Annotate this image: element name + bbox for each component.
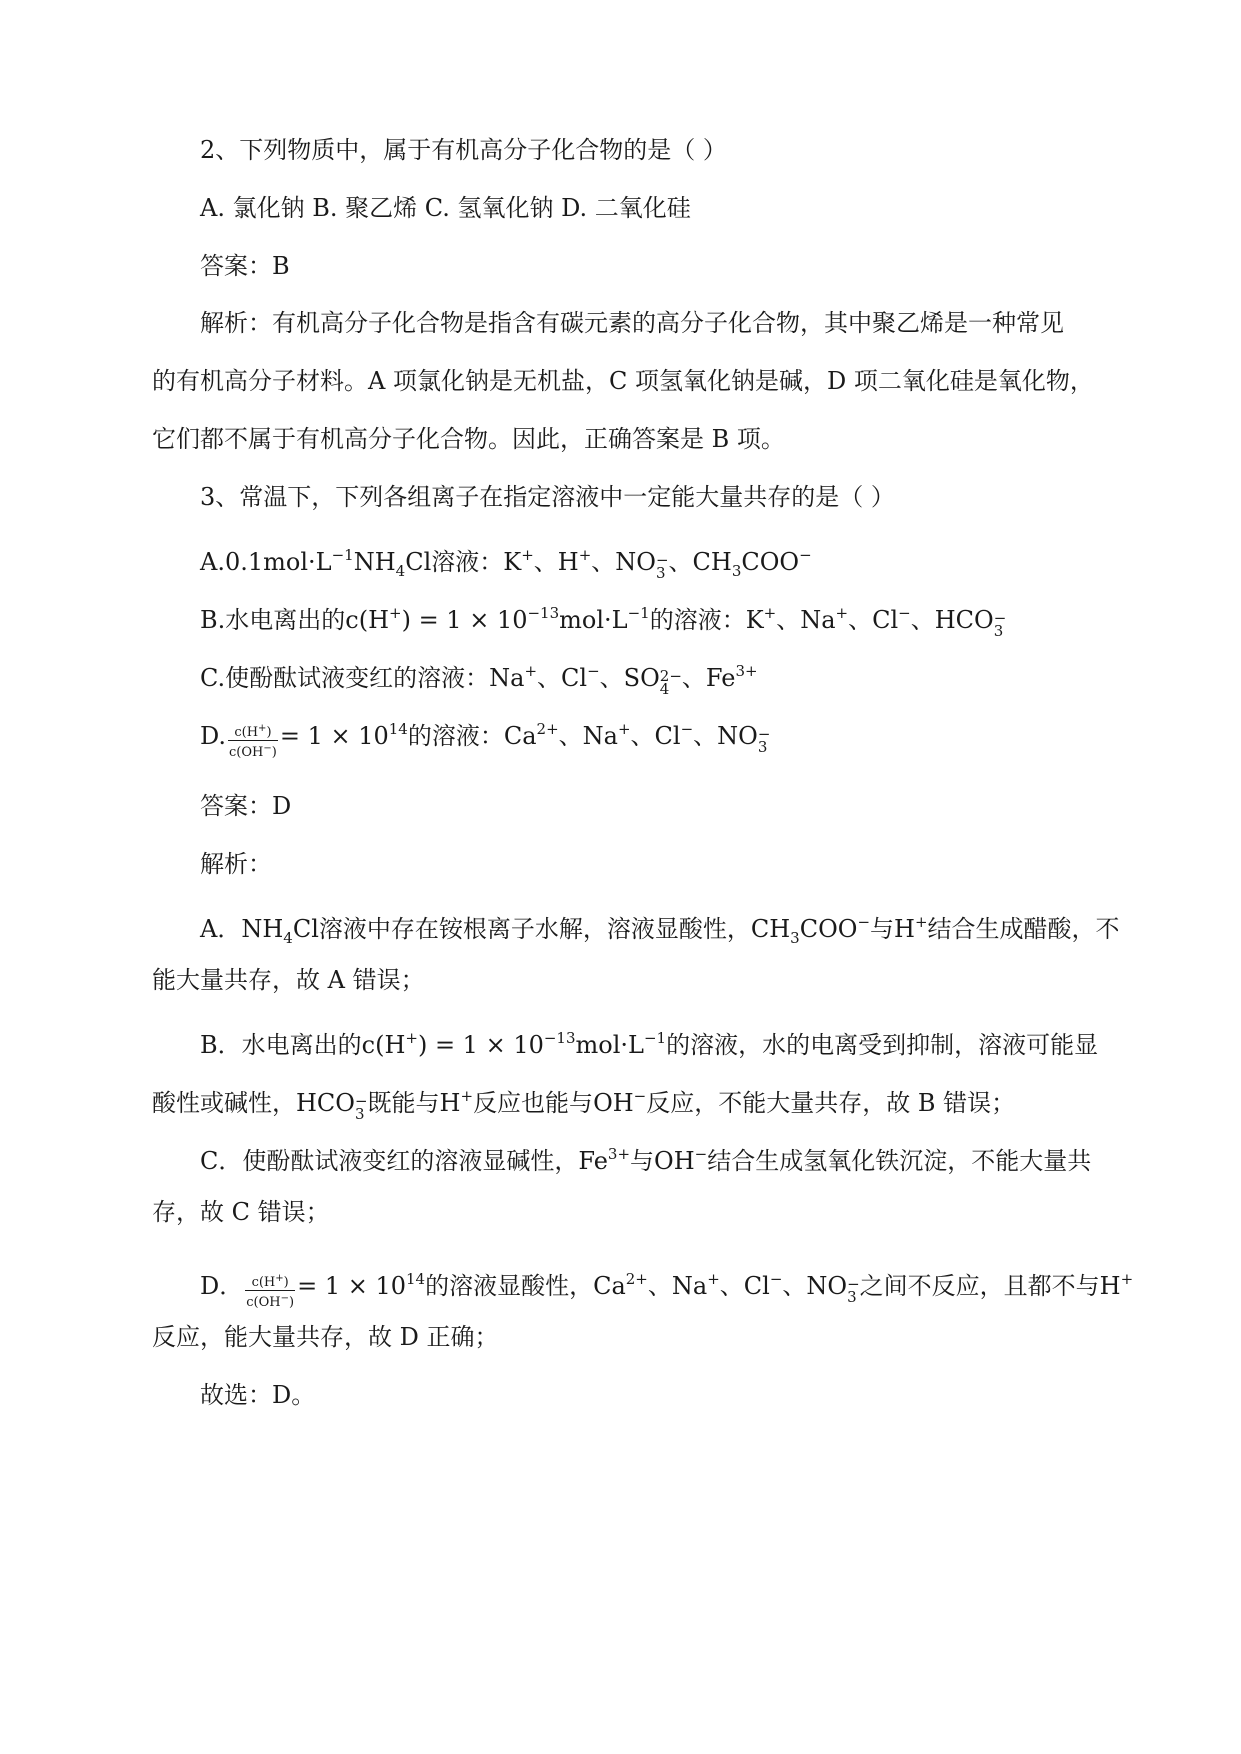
q3-option-b: B.水电离出的$c(H^+) = 1 \times 10^{-13}mol\cdot L^{-1}$的溶液：K+、Na+、Cl−、HCO − 3 (200, 604, 1007, 640)
q2-analysis-line-3: 它们都不属于有机高分子化合物。因此，正确答案是 B 项。 (152, 425, 785, 453)
q3-option-c: C.使酚酞试液变红的溶液：Na+、Cl−、SO 2− 4 、$Fe^{3+}$ (200, 662, 758, 698)
q3-conclusion: 故选：D。 (200, 1381, 316, 1409)
q3-explanation-b-line-1: B．水电离出的$c(H^+) = 1 \times 10^{-13}mol\cdot L^{-1}$的溶液，水的电离受到抑制，溶液可能显 (200, 1029, 1099, 1059)
q2-stem: 2、下列物质中，属于有机高分子化合物的是（ ） (200, 136, 727, 164)
q3-explanation-c-line-1: C．使酚酞试液变红的溶液显碱性，$Fe^{3+}$与OH−结合生成氢氧化铁沉淀，不能大量共 (200, 1145, 1092, 1175)
q3-option-a: $A.0.1mol\cdot L^{-1}NH_4Cl$溶液：K+、H+、NO − 3 、$CH_3COO^-$ (200, 546, 812, 582)
q3-explanation-b-line-2: 酸性或碱性，HCO − 3 既能与H+反应也能与OH−反应，不能大量共存，故 B 错误； (152, 1087, 1016, 1123)
q3-option-d: D. $\frac{c(H^+)}{c(OH^-)}$ = $1 \times 10^{14}$的溶液：$Ca^{2+}$、Na+、Cl−、NO − 3 (200, 720, 771, 760)
ratio-fraction: $\frac{c(H^+)}{c(OH^-)}$ (246, 1273, 295, 1310)
ratio-fraction: $\frac{c(H^+)}{c(OH^-)}$ (229, 723, 277, 760)
q2-answer: 答案：B (200, 252, 290, 280)
q3-explanation-a-line-2: 能大量共存，故 A 错误； (152, 966, 425, 994)
q3-explanation-a-line-1: A．$NH_4Cl$溶液中存在铵根离子水解，溶液显酸性，$CH_3COO^-$与H+结合生成醋酸，不 (200, 913, 1120, 947)
q3-answer: 答案：D (200, 792, 292, 820)
q2-analysis-line-1: 解析：有机高分子化合物是指含有碳元素的高分子化合物，其中聚乙烯是一种常见 (200, 309, 1064, 337)
q2-analysis-line-2: 的有机高分子材料。A 项氯化钠是无机盐，C 项氢氧化钠是碱，D 项二氧化硅是氧化物， (152, 367, 1094, 395)
q3-stem: 3、常温下，下列各组离子在指定溶液中一定能大量共存的是（ ） (200, 483, 895, 511)
q3-explanation-d-line-2: 反应，能大量共存，故 D 正确； (152, 1323, 499, 1351)
q3-explanation-d-line-1: D． $\frac{c(H^+)}{c(OH^-)}$ = $1 \times 10^{14}$的溶液显酸性，$Ca^{2+}$、Na+、Cl−、NO − 3 之间不反应，且都不与H+ (200, 1270, 1134, 1310)
q3-explanation-c-line-2: 存，故 C 错误； (152, 1198, 330, 1226)
q2-options: A. 氯化钠 B. 聚乙烯 C. 氢氧化钠 D. 二氧化硅 (200, 194, 691, 222)
q3-analysis-title: 解析： (200, 850, 272, 878)
